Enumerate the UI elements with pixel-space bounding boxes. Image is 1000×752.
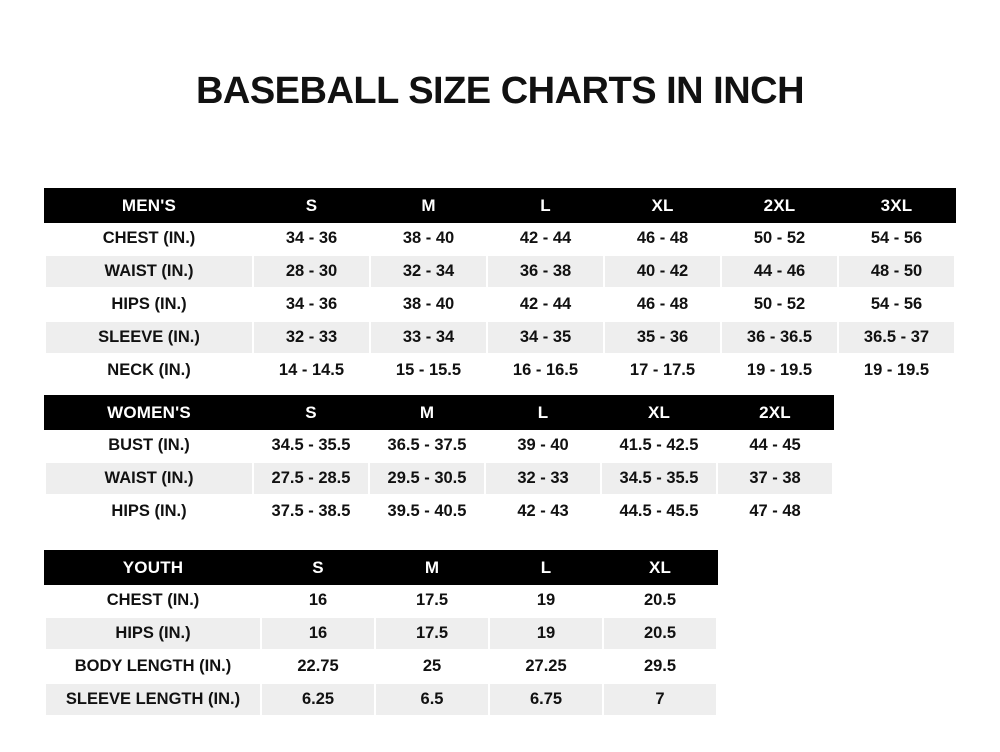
measurement-cell: 7 [603, 683, 717, 716]
measurement-cell: 34.5 - 35.5 [601, 462, 717, 495]
womens-size-table [44, 395, 834, 529]
measurement-cell: 38 - 40 [370, 222, 487, 255]
measurement-cell: 6.25 [261, 683, 375, 716]
row-label: HIPS (IN.) [45, 288, 253, 321]
measurement-cell: 37.5 - 38.5 [253, 495, 369, 528]
row-label: BODY LENGTH (IN.) [45, 650, 261, 683]
measurement-cell: 6.75 [489, 683, 603, 716]
column-header-2xl: 2XL [717, 396, 833, 429]
womens-header-row [45, 396, 833, 429]
measurement-cell: 50 - 52 [721, 288, 838, 321]
measurement-cell: 36 - 38 [487, 255, 604, 288]
measurement-cell: 25 [375, 650, 489, 683]
measurement-cell: 19 - 19.5 [838, 354, 955, 387]
youth-size-table [44, 550, 718, 717]
mens-header-category: MEN'S [45, 189, 253, 222]
measurement-cell: 39.5 - 40.5 [369, 495, 485, 528]
measurement-cell: 40 - 42 [604, 255, 721, 288]
column-header-m: M [369, 396, 485, 429]
youth-header-row [45, 551, 717, 584]
measurement-cell: 27.25 [489, 650, 603, 683]
table-row [45, 354, 955, 387]
row-label: SLEEVE (IN.) [45, 321, 253, 354]
measurement-cell: 32 - 33 [253, 321, 370, 354]
measurement-cell: 34 - 36 [253, 222, 370, 255]
measurement-cell: 19 [489, 584, 603, 617]
measurement-cell: 14 - 14.5 [253, 354, 370, 387]
measurement-cell: 36.5 - 37.5 [369, 429, 485, 462]
row-label: WAIST (IN.) [45, 462, 253, 495]
column-header-s: S [253, 189, 370, 222]
measurement-cell: 17 - 17.5 [604, 354, 721, 387]
page-title: BASEBALL SIZE CHARTS IN INCH [195, 70, 805, 112]
table-row [45, 288, 955, 321]
measurement-cell: 35 - 36 [604, 321, 721, 354]
row-label: HIPS (IN.) [45, 495, 253, 528]
measurement-cell: 42 - 43 [485, 495, 601, 528]
measurement-cell: 39 - 40 [485, 429, 601, 462]
table-row [45, 683, 717, 716]
youth-table-body [45, 551, 717, 716]
column-header-l: L [485, 396, 601, 429]
column-header-s: S [261, 551, 375, 584]
column-header-xl: XL [604, 189, 721, 222]
measurement-cell: 16 - 16.5 [487, 354, 604, 387]
womens-header-category: WOMEN'S [45, 396, 253, 429]
column-header-m: M [370, 189, 487, 222]
measurement-cell: 17.5 [375, 617, 489, 650]
measurement-cell: 44 - 45 [717, 429, 833, 462]
measurement-cell: 44 - 46 [721, 255, 838, 288]
row-label: SLEEVE LENGTH (IN.) [45, 683, 261, 716]
measurement-cell: 46 - 48 [604, 288, 721, 321]
measurement-cell: 17.5 [375, 584, 489, 617]
measurement-cell: 34 - 36 [253, 288, 370, 321]
measurement-cell: 42 - 44 [487, 222, 604, 255]
measurement-cell: 16 [261, 617, 375, 650]
womens-table-body [45, 396, 833, 528]
table-row [45, 255, 955, 288]
column-header-s: S [253, 396, 369, 429]
measurement-cell: 41.5 - 42.5 [601, 429, 717, 462]
mens-table-body [45, 189, 955, 387]
measurement-cell: 29.5 - 30.5 [369, 462, 485, 495]
measurement-cell: 33 - 34 [370, 321, 487, 354]
table-row [45, 617, 717, 650]
measurement-cell: 38 - 40 [370, 288, 487, 321]
measurement-cell: 22.75 [261, 650, 375, 683]
measurement-cell: 46 - 48 [604, 222, 721, 255]
row-label: CHEST (IN.) [45, 584, 261, 617]
column-header-2xl: 2XL [721, 189, 838, 222]
measurement-cell: 15 - 15.5 [370, 354, 487, 387]
measurement-cell: 47 - 48 [717, 495, 833, 528]
table-row [45, 495, 833, 528]
measurement-cell: 36 - 36.5 [721, 321, 838, 354]
column-header-m: M [375, 551, 489, 584]
column-header-xl: XL [601, 396, 717, 429]
mens-header-row [45, 189, 955, 222]
measurement-cell: 19 [489, 617, 603, 650]
measurement-cell: 32 - 33 [485, 462, 601, 495]
youth-header-category: YOUTH [45, 551, 261, 584]
mens-size-table [44, 188, 956, 388]
table-row [45, 650, 717, 683]
measurement-cell: 20.5 [603, 617, 717, 650]
measurement-cell: 19 - 19.5 [721, 354, 838, 387]
column-header-3xl: 3XL [838, 189, 955, 222]
measurement-cell: 29.5 [603, 650, 717, 683]
measurement-cell: 16 [261, 584, 375, 617]
measurement-cell: 34.5 - 35.5 [253, 429, 369, 462]
row-label: WAIST (IN.) [45, 255, 253, 288]
measurement-cell: 54 - 56 [838, 222, 955, 255]
row-label: HIPS (IN.) [45, 617, 261, 650]
measurement-cell: 28 - 30 [253, 255, 370, 288]
column-header-xl: XL [603, 551, 717, 584]
table-row [45, 429, 833, 462]
measurement-cell: 36.5 - 37 [838, 321, 955, 354]
column-header-l: L [487, 189, 604, 222]
row-label: CHEST (IN.) [45, 222, 253, 255]
measurement-cell: 20.5 [603, 584, 717, 617]
measurement-cell: 34 - 35 [487, 321, 604, 354]
row-label: NECK (IN.) [45, 354, 253, 387]
table-row [45, 222, 955, 255]
measurement-cell: 54 - 56 [838, 288, 955, 321]
measurement-cell: 42 - 44 [487, 288, 604, 321]
row-label: BUST (IN.) [45, 429, 253, 462]
measurement-cell: 32 - 34 [370, 255, 487, 288]
measurement-cell: 6.5 [375, 683, 489, 716]
measurement-cell: 48 - 50 [838, 255, 955, 288]
column-header-l: L [489, 551, 603, 584]
measurement-cell: 50 - 52 [721, 222, 838, 255]
measurement-cell: 44.5 - 45.5 [601, 495, 717, 528]
measurement-cell: 37 - 38 [717, 462, 833, 495]
table-row [45, 321, 955, 354]
table-row [45, 584, 717, 617]
table-row [45, 462, 833, 495]
measurement-cell: 27.5 - 28.5 [253, 462, 369, 495]
